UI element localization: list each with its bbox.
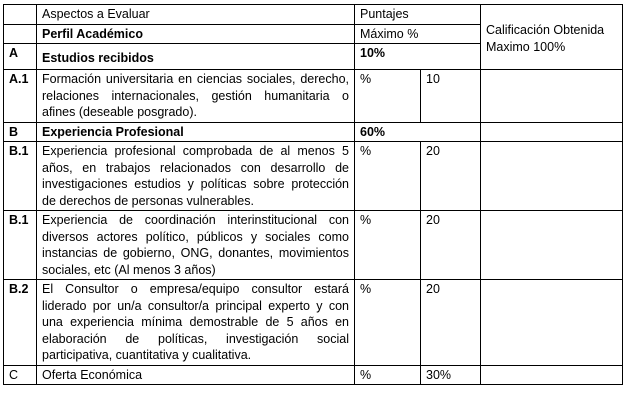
section-c-value: 30%	[421, 365, 481, 385]
criterion-a1-description: Formación universitaria en ciencias sociales, derecho, relaciones internacionales, gestión humanitaria o afines (deseable posgrado).	[37, 70, 355, 123]
criterion-b1-score-cell	[481, 142, 623, 211]
section-c-title: Oferta Económica	[37, 365, 355, 385]
subheader-code-cell	[4, 24, 37, 44]
criterion-b1b-unit: %	[355, 211, 421, 280]
section-b-weight: 60%	[355, 122, 481, 142]
scores-header: Puntajes	[355, 5, 481, 25]
section-b-title: Experiencia Profesional	[37, 122, 355, 142]
section-a-code: A	[4, 44, 37, 70]
criterion-b1b-score-cell	[481, 211, 623, 280]
section-b-row	[4, 122, 623, 142]
criterion-b1b-row	[4, 211, 623, 280]
criterion-b2-row	[4, 280, 623, 366]
section-b-score-cell	[481, 122, 623, 142]
criterion-a1-value: 10	[421, 70, 481, 123]
section-c-code: C	[4, 365, 37, 385]
header-code-cell	[4, 5, 37, 25]
section-c-row	[4, 365, 623, 385]
criterion-b1b-value: 20	[421, 211, 481, 280]
criterion-b1-value: 20	[421, 142, 481, 211]
criterion-a1-row	[4, 70, 623, 123]
criterion-b2-code: B.2	[4, 280, 37, 366]
evaluation-table	[3, 4, 623, 385]
section-c-unit: %	[355, 365, 421, 385]
max-percent-header: Máximo %	[355, 24, 481, 44]
academic-profile-header: Perfil Académico	[37, 24, 355, 44]
section-c-score-cell	[481, 365, 623, 385]
criterion-a1-score-cell	[481, 70, 623, 123]
criterion-b1-description: Experiencia profesional comprobada de al menos 5 años, en trabajos relacionados con desarrollo de investigaciones estudios y políticas sobre protección de derechos de personas vulnerables.	[37, 142, 355, 211]
criterion-b1-row	[4, 142, 623, 211]
criterion-b1b-description: Experiencia de coordinación interinstitucional con diversos actores político, públicos y sociales como instancias de gobierno, ONG, donantes, movimientos sociales, etc (Al menos 3 años)	[37, 211, 355, 280]
criterion-b2-unit: %	[355, 280, 421, 366]
table-header-row	[4, 5, 623, 25]
criterion-a1-unit: %	[355, 70, 421, 123]
criterion-b1-unit: %	[355, 142, 421, 211]
obtained-score-header: Calificación Obtenida Maximo 100%	[481, 5, 623, 70]
section-a-weight: 10%	[355, 44, 481, 70]
criterion-b1-code: B.1	[4, 142, 37, 211]
section-a-title: Estudios recibidos	[37, 44, 355, 70]
criterion-a1-code: A.1	[4, 70, 37, 123]
criterion-b1b-code: B.1	[4, 211, 37, 280]
section-b-code: B	[4, 122, 37, 142]
criterion-b2-value: 20	[421, 280, 481, 366]
criterion-b2-score-cell	[481, 280, 623, 366]
criterion-b2-description: El Consultor o empresa/equipo consultor estará liderado por un/a consultor/a principal experto y con una experiencia mínima demostrable de 5 años en elaboración de políticas, investigación social participativa, cuantitativa y cualitativa.	[37, 280, 355, 366]
aspects-header: Aspectos a Evaluar	[37, 5, 355, 25]
